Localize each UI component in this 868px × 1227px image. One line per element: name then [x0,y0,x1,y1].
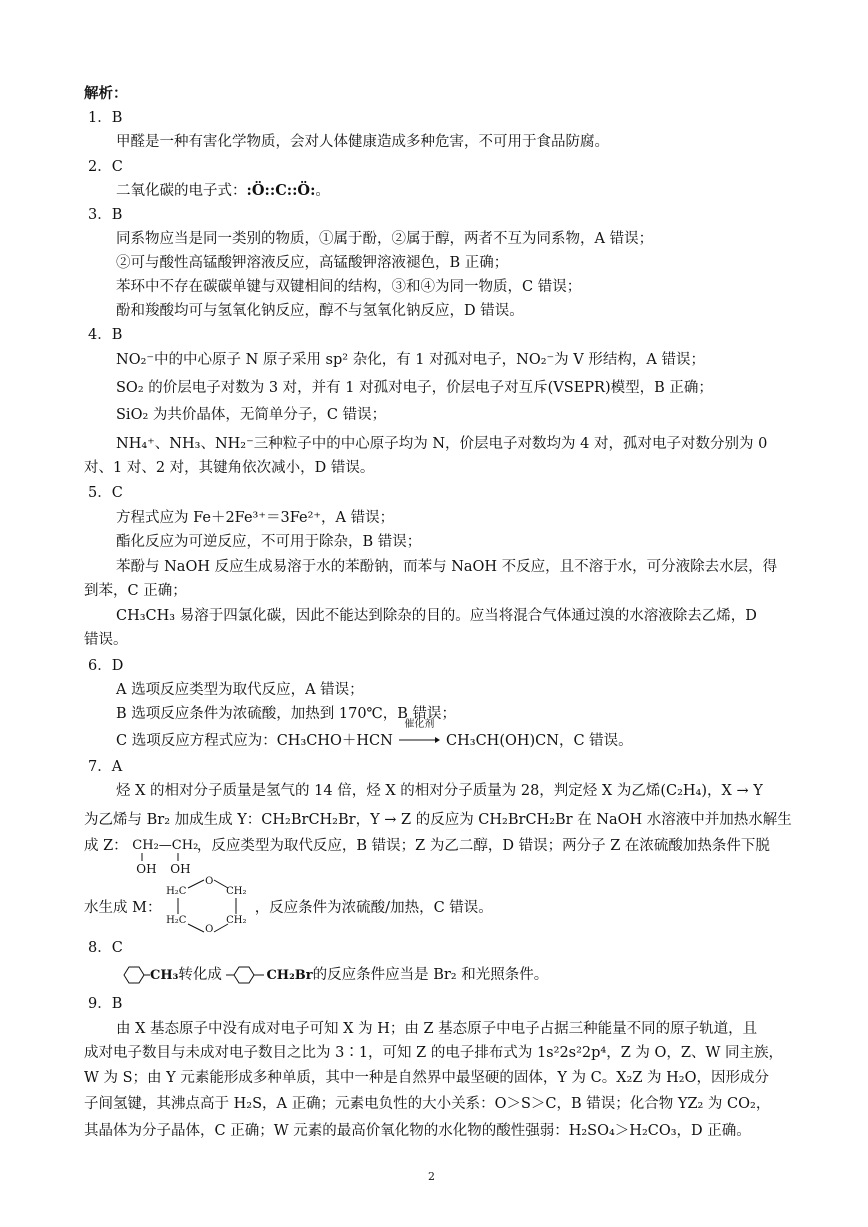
page-number: 2 [428,1170,435,1183]
dioxane-ring-structure: H₂C O CH₂ H₂C O CH₂ [166,898,250,918]
explanation-line: NO₂⁻中的中心原子 N 原子采用 sp² 杂化，有 1 对孤对电子，NO₂⁻为 V 形结构，A 错误； [116,352,705,368]
ethylene-glycol-structure: CH₂—CH₂ OH OH [132,838,199,876]
explanation-line: 二氧化碳的电子式：:Ö::C::Ö:。 [116,182,330,199]
answer-1: 1．B [88,110,123,126]
answer-9: 9．B [88,996,123,1012]
explanation-line: B 选项反应条件为浓硫酸，加热到 170℃，B 错误； [116,706,457,722]
explanation-line: 为乙烯与 Br₂ 加成生成 Y：CH₂BrCH₂Br，Y → Z 的反应为 CH₂BrCH₂Br 在 NaOH 水溶液中并加热水解生 [84,812,792,828]
answer-7: 7．A [88,759,123,775]
explanation-line: SiO₂ 为共价晶体，无简单分子，C 错误； [116,407,387,423]
explanation-line: 成 Z： CH₂—CH₂ OH OH ，反应类型为取代反应，B 错误；Z 为乙二醇，D 错误；两分子 Z 在浓硫酸加热条件下脱 [84,838,770,876]
arrow-icon [397,735,441,745]
explanation-line: 甲醛是一种有害化学物质，会对人体健康造成多种危害，不可用于食品防腐。 [116,134,609,150]
reaction-arrow [397,719,441,751]
explanation-line: 水生成 M： H₂C O CH₂ H₂C O CH₂ ，反应条件为浓硫酸/加热，C 错误。 [84,898,493,918]
explanation-line: 酯化反应为可逆反应，不可用于除杂，B 错误； [116,534,422,550]
explanation-line: 烃 X 的相对分子质量是氢气的 14 倍，烃 X 的相对分子质量为 28，判定烃 X 为乙烯(C₂H₄)，X → Y [116,783,763,799]
explanation-line: C 选项反应方程式应为：CH₃CHO＋HCN 催化剂 CH₃CH(OH)CN，C 错误。 [116,731,633,751]
explanation-line: 苯酚与 NaOH 反应生成易溶于水的苯酚钠，而苯与 NaOH 不反应，且不溶于水，可分液除去水层，得 [116,559,778,575]
explanation-line: SO₂ 的价层电子对数为 3 对，并有 1 对孤对电子，价层电子对互斥(VSEPR)模型，B 正确； [116,380,713,396]
explanation-line: 到苯，C 正确； [84,583,187,599]
explanation-line: 苯环中不存在碳碳单键与双键相间的结构，③和④为同一物质，C 错误； [116,279,582,295]
explanation-line: 方程式应为 Fe＋2Fe³⁺＝3Fe²⁺，A 错误； [116,510,395,526]
explanation-line: 错误。 [84,632,128,648]
explanation-line: 酚和羧酸均可与氢氧化钠反应，醇不与氢氧化钠反应，D 错误。 [116,303,524,319]
benzene-ring-icon [116,964,150,986]
explanation-line: 对、1 对、2 对，其键角依次减小，D 错误。 [84,460,375,476]
electron-formula: :Ö::C::Ö: [246,182,316,199]
explanation-line: ②可与酸性高锰酸钾溶液反应，高锰酸钾溶液褪色，B 正确； [116,255,509,271]
explanation-line: NH₄⁺、NH₃、NH₂⁻三种粒子中的中心原子均为 N，价层电子对数均为 4 对，孤对电子对数分别为 0 [116,436,768,452]
section-title: 解析： [84,85,128,102]
explanation-line: CH₃CH₃ 易溶于四氯化碳，因此不能达到除杂的目的。应当将混合气体通过溴的水溶液除去乙烯，D [116,608,757,624]
answer-4: 4．B [88,327,123,343]
explanation-line: A 选项反应类型为取代反应，A 错误； [116,682,364,698]
explanation-line: W 为 S；由 Y 元素能形成多种单质，其中一种是自然界中最坚硬的固体，Y 为 C。X₂Z 为 H₂O，因形成分 [84,1070,770,1086]
answer-8: 8．C [88,940,123,956]
explanation-line: 成对电子数目与未成对电子数目之比为 3∶1，可知 Z 的电子排布式为 1s²2s²2p⁴，Z 为 O，Z、W 同主族， [84,1045,784,1061]
explanation-line: 子间氢键，其沸点高于 H₂S，A 正确；元素电负性的大小关系：O＞S＞C，B 错误；化合物 YZ₂ 为 CO₂， [84,1096,771,1112]
answer-5: 5．C [88,485,123,501]
answer-2: 2．C [88,159,123,175]
answer-6: 6．D [88,658,124,674]
explanation-line: CH₃转化成 CH₂Br的反应条件应当是 Br₂ 和光照条件。 [116,964,548,986]
explanation-line: 由 X 基态原子中没有成对电子可知 X 为 H；由 Z 基态原子中电子占据三种能量不同的原子轨道，且 [116,1021,758,1037]
benzene-ring-icon [226,964,266,986]
explanation-line: 其晶体为分子晶体，C 正确；W 元素的最高价氧化物的水化物的酸性强弱：H₂SO₄＞H₂CO₃，D 正确。 [84,1123,751,1139]
explanation-line: 同系物应当是同一类别的物质，①属于酚，②属于醇，两者不互为同系物，A 错误； [116,231,654,247]
catalyst-label: 催化剂 [404,719,435,730]
answer-3: 3．B [88,207,123,223]
